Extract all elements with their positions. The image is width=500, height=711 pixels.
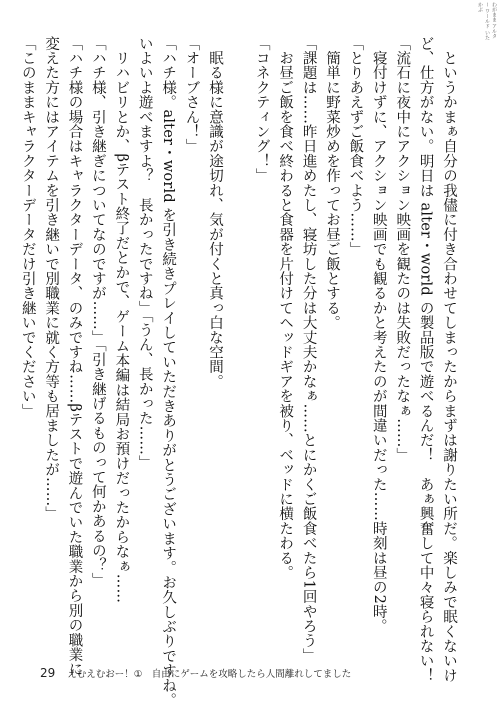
text-column-4: 寝付けずに、アクション映画でも観るかと考えたのが間違いだった……時刻は昼の2時。 bbox=[370, 36, 387, 634]
ruby-alter: アルター bbox=[484, 2, 497, 39]
ruby-itame: いた bbox=[484, 30, 490, 41]
text-column-18: 「このままキャラクターデータだけ引き継いでください」 bbox=[19, 36, 36, 419]
text-column-12: 「ハチ様。alter・world を引き続きプレイしていただきありがとうございます。お久しぶりですね。 bbox=[160, 36, 177, 708]
text-column-5: 「とりあえずご飯食べよう……」 bbox=[347, 36, 364, 257]
text-column-1: というかまぁ自分の我儘に付き合わせてしまったからまずは謝りたい所だ。楽しみで眠くないけ bbox=[441, 36, 457, 683]
text-column-11: 「オーブさん！」 bbox=[183, 36, 200, 154]
ruby-kabu: かぶ bbox=[477, 2, 483, 12]
text-column-2: ど、仕方がない。明日は alter・world の製品版で遊べるんだ！ あぁ興奮して中々寝られない！ bbox=[417, 36, 434, 683]
page-footer bbox=[40, 666, 351, 680]
text-column-9: 「コネクティング！」 bbox=[253, 36, 270, 183]
text-column-8: お昼ご飯を食べ終わると食器を片付けてヘッドギアを被り、ベッドに横たわる。 bbox=[277, 36, 294, 580]
text-column-17: 変えた方にはアイテムを引き継いで別職業に就く方等も居ましたが……」 bbox=[43, 36, 60, 522]
running-title: えむえむおー！① 自由にゲームを攻略したら人間離れしてました bbox=[67, 669, 352, 680]
text-column-10: 眠る様に意識が途切れ、気が付くと真っ白な空間。 bbox=[206, 36, 223, 389]
text-column-16: 「ハチ様の場合はキャラクターデータ、のみですね……βテストで遊んでいた職業から別の職業に bbox=[66, 36, 83, 677]
text-column-14: リハビリとか、βテスト終了だとかで、ゲーム本編は結局お預けだったからなぁ…… bbox=[113, 36, 130, 604]
page-number: 29 bbox=[40, 666, 56, 680]
text-column-13: いよいよ遊べますよ？ 長かったですね」「うん、長かった……」 bbox=[136, 36, 153, 470]
blank-column bbox=[226, 36, 249, 611]
text-column-15: 「ハチ様、引き継ぎについてなのですが……」「引き継げるものって何かあるの？」 bbox=[89, 36, 106, 588]
ruby-world: ワールド bbox=[484, 8, 490, 29]
ruby-annotations bbox=[477, 2, 498, 42]
text-column-6: 簡単に野菜炒めを作ってお昼ご飯とする。 bbox=[323, 36, 340, 330]
text-column-3: 「流石に夜中にアクション映画を観たのは失敗だったなぁ……」 bbox=[394, 36, 411, 463]
text-column-7: 「課題は……昨日進めたし、寝坊した分は大丈夫かなぁ……とにかくご飯食べたら1回やろう」 bbox=[300, 36, 317, 663]
ruby-wagamama: わがまま bbox=[491, 2, 497, 22]
